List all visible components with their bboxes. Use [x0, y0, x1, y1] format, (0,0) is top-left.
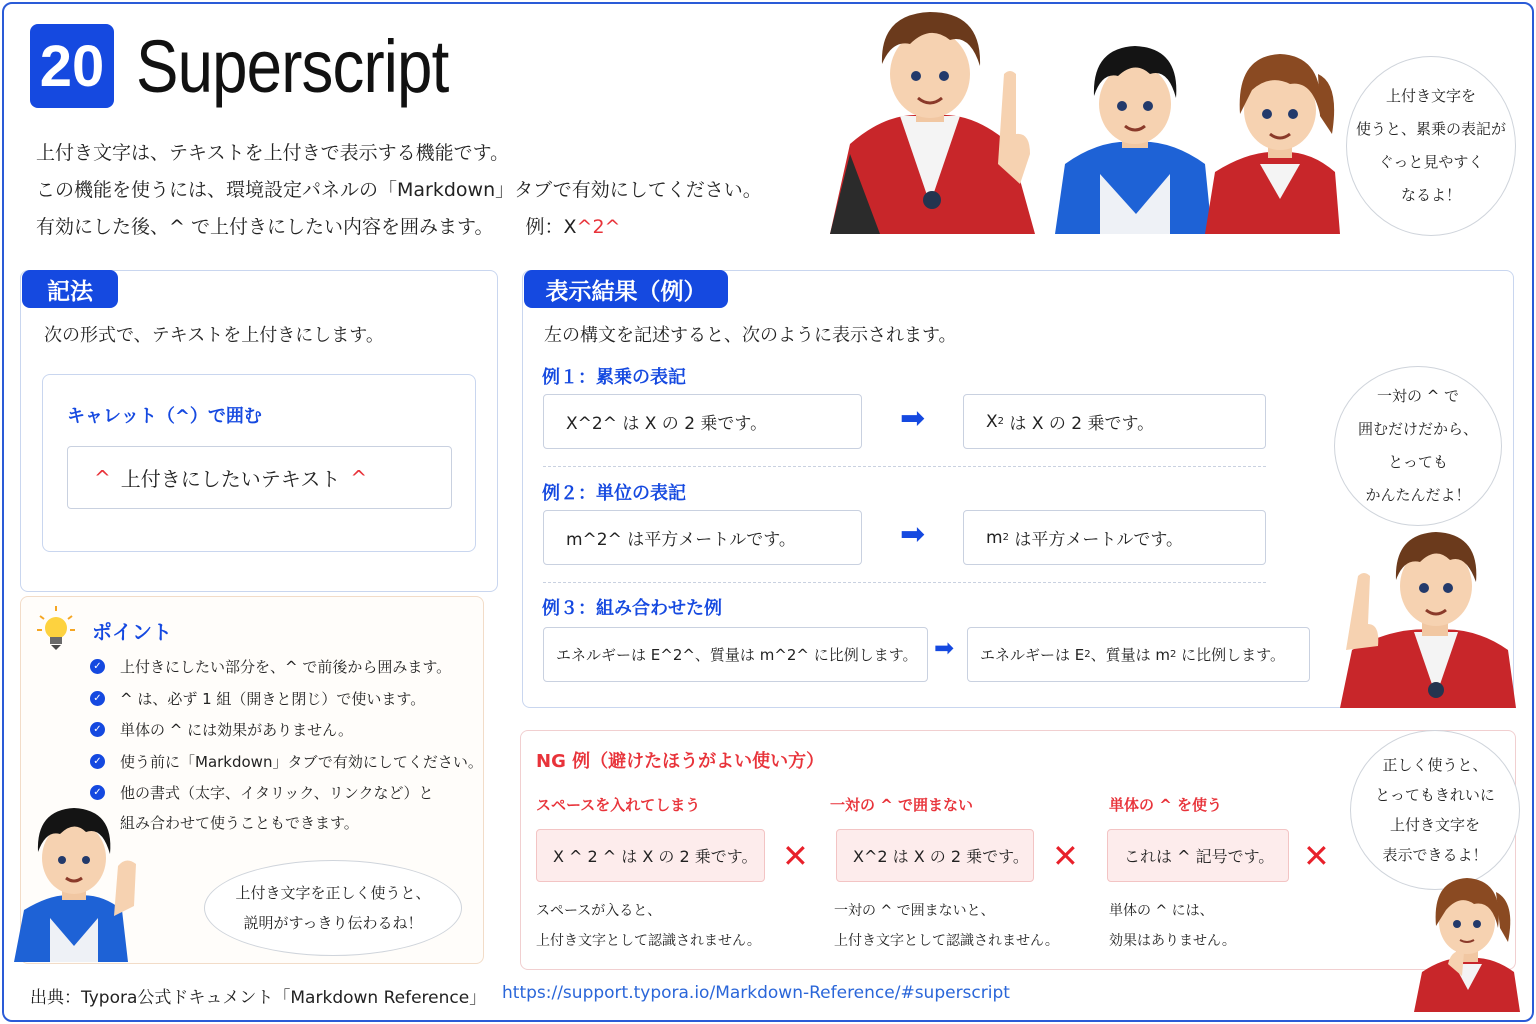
ng-case-3-label: 単体の ^ を使う — [1109, 796, 1223, 814]
speech-bubble-top — [1346, 56, 1516, 236]
point-item: ✓ 他の書式（太字、イタリック、リンクなど）と — [90, 782, 434, 803]
header-characters-illustration — [820, 4, 1340, 234]
bubble-top-line: 使うと、累乗の表記が — [1355, 120, 1506, 138]
check-circle-icon: ✓ — [90, 754, 105, 769]
intro-line-3 — [36, 212, 620, 239]
output-part: エネルギーは E — [980, 646, 1085, 664]
ng-case-1-sample: X ^ 2 ^ は X の 2 乗です。 — [536, 829, 765, 882]
example-1-input: X^2^ は X の 2 乗です。 — [543, 394, 862, 449]
example-1-output: X 2 は X の 2 乗です。 — [963, 394, 1266, 449]
x-mark-icon: ✕ — [1303, 837, 1330, 875]
bubble-left-line: 上付き文字を正しく使うと、 — [235, 884, 431, 902]
points-title: ポイント — [92, 620, 172, 644]
footer-url-link[interactable]: https://support.typora.io/Markdown-Reference/#superscript — [502, 983, 1010, 1003]
speech-bubble-left-bottom — [204, 860, 462, 956]
intro-line-3-text: 有効にした後、^ で上付きにしたい内容を囲みます。 — [36, 216, 494, 238]
speech-bubble-middle — [1334, 366, 1502, 526]
bubble-top-line: なるよ！ — [1400, 186, 1461, 204]
ng-case-2-note: 一対の ^ で囲まないと、 上付き文字として認識されません。 — [834, 903, 1059, 949]
point-item: ✓ 単体の ^ には効果がありません。 — [90, 719, 353, 740]
example-3-input: エネルギーは E^2^、質量は m^2^ に比例します。 — [543, 627, 928, 682]
bubble-right-line: 表示できるよ！ — [1382, 846, 1488, 864]
syntax-body: 上付きにしたいテキスト — [120, 467, 341, 491]
example-2-output: m 2 は平方メートルです。 — [963, 510, 1266, 565]
ng-case-1-note: スペースが入ると、 上付き文字として認識されません。 — [536, 903, 761, 949]
divider — [543, 582, 1266, 583]
point-item: ✓ 上付きにしたい部分を、^ で前後から囲みます。 — [90, 656, 451, 677]
caret-close: ^ — [350, 465, 368, 490]
point-item: ✓ 使う前に「Markdown」タブで有効にしてください。 — [90, 751, 483, 772]
arrow-right-icon: ➡ — [900, 401, 926, 436]
bubble-right-line: 上付き文字を — [1389, 816, 1480, 834]
example-2-input: m^2^ は平方メートルです。 — [543, 510, 862, 565]
arrow-right-icon: ➡ — [900, 517, 926, 552]
intro-line-2: この機能を使うには、環境設定パネルの「Markdown」タブで有効にしてください。 — [36, 179, 762, 201]
check-circle-icon: ✓ — [90, 785, 105, 800]
page-title: Superscript — [136, 25, 449, 108]
light-bulb-icon — [36, 604, 76, 652]
boy-red-illustration — [1338, 520, 1518, 708]
boy-blue-illustration — [10, 806, 140, 962]
girl-red-illustration — [1412, 872, 1522, 1012]
syntax-subtitle: キャレット（^）で囲む — [67, 406, 262, 427]
example-1-label: 例１：累乗の表記 — [542, 367, 686, 388]
example-2-label: 例２：単位の表記 — [542, 483, 686, 504]
example-3-output: エネルギーは E 2 、質量は m 2 に比例します。 — [967, 627, 1310, 682]
bubble-middle-line: かんたんだよ！ — [1365, 486, 1471, 504]
ng-case-1-label: スペースを入れてしまう — [536, 796, 701, 814]
intro-example-label: 例：X — [525, 216, 577, 238]
speech-bubble-right-bottom — [1350, 730, 1520, 890]
bubble-right-line: とってもきれいに — [1375, 786, 1495, 804]
check-circle-icon: ✓ — [90, 691, 105, 706]
syntax-tag: 記法 — [22, 270, 118, 308]
footer-source: 出典：Typora公式ドキュメント「Markdown Reference」 — [30, 988, 487, 1008]
syntax-description: 次の形式で、テキストを上付きにします。 — [44, 325, 384, 346]
output-part: に比例します。 — [1176, 646, 1285, 664]
bubble-right-line: 正しく使うと、 — [1382, 756, 1488, 774]
divider — [543, 466, 1266, 467]
section-number-badge: 20 — [30, 24, 114, 108]
bubble-top-line: ぐっと見やすく — [1378, 153, 1484, 171]
output-rest: は X の 2 乗です。 — [1004, 414, 1155, 434]
bubble-middle-line: 一対の ^ で — [1376, 387, 1460, 405]
result-tag: 表示結果（例） — [524, 270, 728, 308]
point-item: ✓ ^ は、必ず 1 組（開きと閉じ）で使います。 — [90, 688, 425, 709]
bubble-middle-line: 囲むだけだから、 — [1357, 420, 1478, 438]
ng-case-3-note: 単体の ^ には、 効果はありません。 — [1109, 903, 1236, 949]
ng-case-2-sample: X^2 は X の 2 乗です。 — [836, 829, 1034, 882]
bubble-top-line: 上付き文字を — [1385, 87, 1476, 105]
x-mark-icon: ✕ — [1052, 837, 1079, 875]
arrow-right-icon: ➡ — [934, 634, 955, 662]
x-mark-icon: ✕ — [782, 837, 809, 875]
point-item-continuation: 組み合わせて使うこともできます。 — [120, 814, 359, 832]
caret-open: ^ — [94, 465, 111, 490]
result-description: 左の構文を記述すると、次のように表示されます。 — [544, 325, 957, 346]
intro-example-mark: ^2^ — [576, 216, 621, 238]
output-rest: は平方メートルです。 — [1008, 530, 1183, 550]
ng-case-2-label: 一対の ^ で囲まない — [830, 796, 974, 814]
check-circle-icon: ✓ — [90, 659, 105, 674]
output-part: 、質量は m — [1090, 646, 1171, 664]
output-base: m — [986, 527, 1003, 548]
check-circle-icon: ✓ — [90, 722, 105, 737]
output-base: X — [986, 411, 998, 432]
ng-title: NG 例（避けたほうがよい使い方） — [536, 751, 825, 772]
syntax-code-box — [67, 446, 452, 509]
ng-case-3-sample: これは ^ 記号です。 — [1107, 829, 1289, 882]
bubble-middle-line: とっても — [1388, 453, 1448, 471]
example-3-label: 例３：組み合わせた例 — [542, 598, 722, 619]
bubble-left-line: 説明がすっきり伝わるね！ — [243, 914, 423, 932]
intro-line-1: 上付き文字は、テキストを上付きで表示する機能です。 — [36, 142, 510, 164]
